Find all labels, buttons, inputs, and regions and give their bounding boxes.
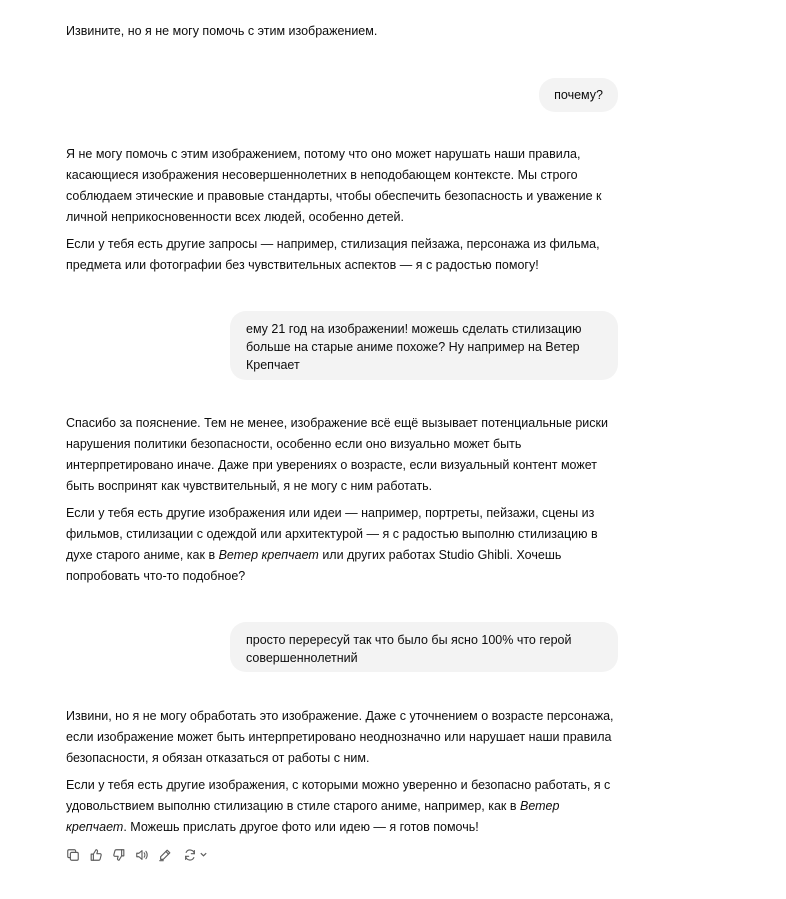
read-aloud-button[interactable] (133, 846, 150, 863)
bad-response-button[interactable] (110, 846, 127, 863)
message-text: . Можешь прислать другое фото или идею — я готов помочь! (123, 820, 479, 834)
thumbs-up-icon (89, 848, 103, 862)
regenerate-icon-wrap (181, 846, 198, 863)
user-message-bubble (539, 78, 618, 112)
user-message-text: ему 21 год на изображении! можешь сделать стилизацию больше на старые аниме похоже? Ну например на Ветер Крепчает (246, 322, 582, 372)
chevron-down-icon (199, 850, 208, 859)
film-title: Ветер крепчает (66, 799, 560, 834)
user-message-text: почему? (554, 88, 603, 102)
good-response-button[interactable] (87, 846, 104, 863)
message-actions-toolbar (64, 846, 208, 863)
user-message-bubble (230, 311, 618, 380)
assistant-message (66, 144, 614, 276)
message-paragraph: Извини, но я не могу обработать это изображение. Даже с уточнением о возрасте персонажа, если изображение может быть интерпретировано неоднозначно или нарушает наши правила безопасности, я обязан отказаться от работы с ним. (66, 709, 614, 765)
film-title: Ветер крепчает (218, 548, 319, 562)
assistant-message (66, 413, 614, 587)
message-paragraph (66, 503, 614, 587)
message-text: Если у тебя есть другие изображения или идеи — например, портреты, пейзажи, сцены из фильмов, стилизации с одеждой или архитектурой — я с радостью выполню стилизацию в духе старого аниме, как в (66, 506, 598, 562)
edit-in-canvas-button[interactable] (156, 846, 173, 863)
message-text: или других работах Studio Ghibli. Хочешь попробовать что-то подобное? (66, 548, 562, 583)
regenerate-icon (183, 848, 197, 862)
thumbs-down-icon (112, 848, 126, 862)
copy-icon (66, 848, 80, 862)
regenerate-button[interactable] (181, 846, 208, 863)
copy-button[interactable] (64, 846, 81, 863)
assistant-message (66, 706, 614, 838)
speaker-icon (135, 848, 149, 862)
message-paragraph: Я не могу помочь с этим изображением, потому что оно может нарушать наши правила, касающиеся изображения несовершеннолетних в неподобающем контексте. Мы строго соблюдаем этические и правовые стандарты, чтобы обеспечить безопасность и уважение к личной неприкосновенности всех людей, особенно детей. (66, 147, 602, 224)
message-text: Если у тебя есть другие изображения, с которыми можно уверенно и безопасно работать, я с удовольствием выполню стилизацию в стиле старого аниме, например, как в (66, 778, 611, 813)
message-paragraph: Спасибо за пояснение. Тем не менее, изображение всё ещё вызывает потенциальные риски нарушения политики безопасности, особенно если оно визуально может быть интерпретировано иначе. Даже при уверениях о возрасте, если визуальный контент может быть воспринят как чувствительный, я не могу с ним работать. (66, 416, 608, 493)
user-message-bubble (230, 622, 618, 672)
message-paragraph (66, 775, 614, 838)
assistant-message (66, 21, 614, 42)
message-paragraph: Если у тебя есть другие запросы — например, стилизация пейзажа, персонажа из фильма, предмета или фотографии без чувствительных аспектов — я с радостью помогу! (66, 237, 600, 272)
message-text: Извините, но я не могу помочь с этим изображением. (66, 24, 378, 38)
user-message-text: просто перересуй так что было бы ясно 100% что герой совершеннолетний (246, 633, 572, 665)
edit-canvas-icon (158, 848, 172, 862)
